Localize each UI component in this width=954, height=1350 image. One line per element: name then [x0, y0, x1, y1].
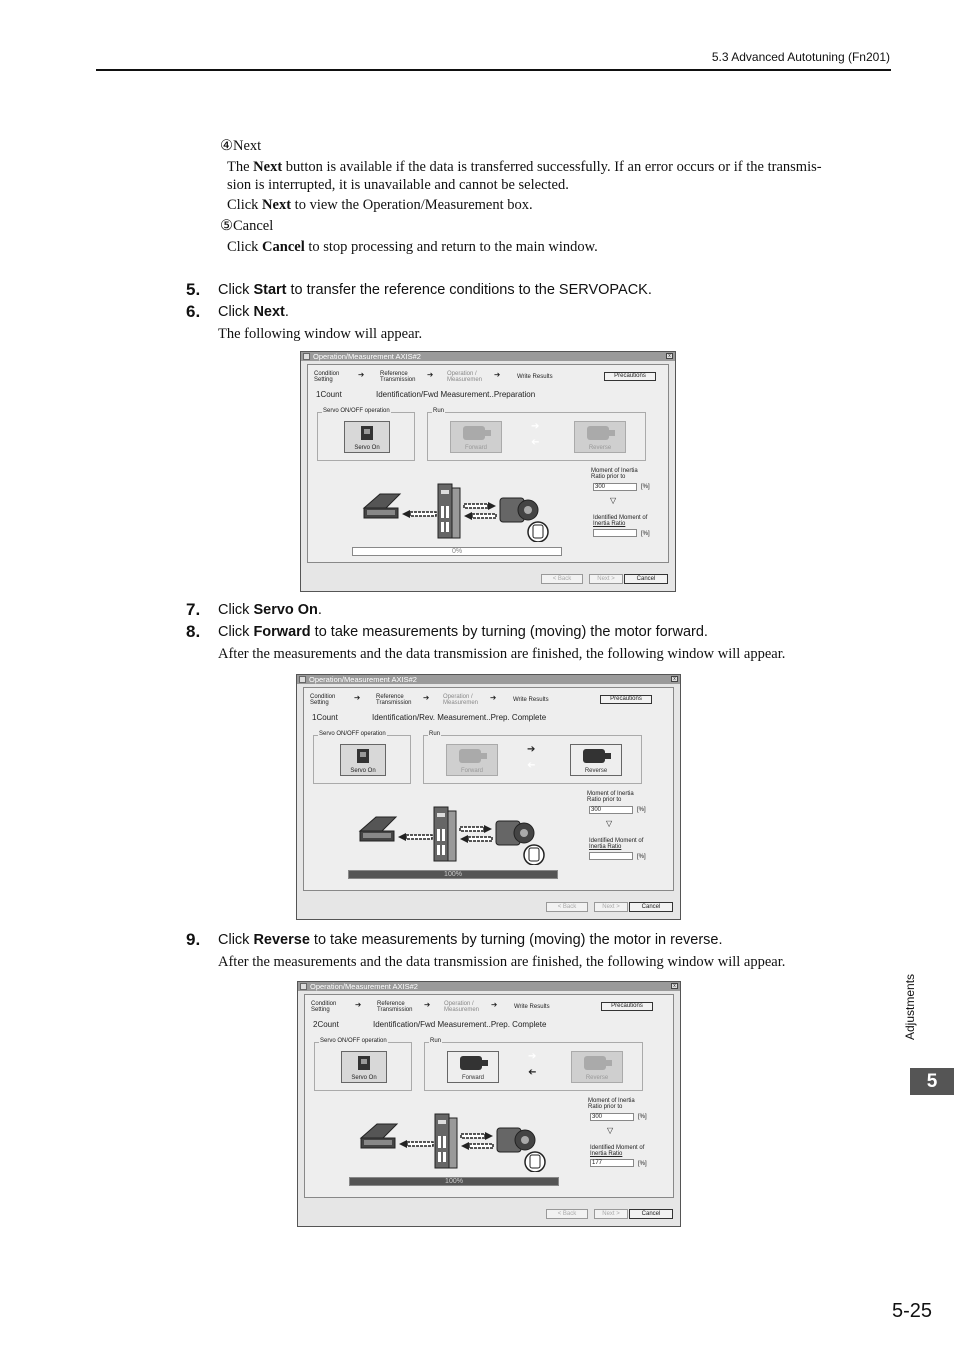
step-8-number: 8.: [186, 622, 201, 641]
close-icon[interactable]: x: [671, 983, 678, 989]
system-diagram: [358, 470, 558, 542]
arrow-left-icon: ➔: [531, 437, 540, 448]
servo-switch-icon: [345, 422, 389, 444]
nav-arrow-icon: ➔: [490, 693, 497, 702]
data-arrows-right-icon: [464, 502, 496, 520]
servo-onoff-group: Servo ON/OFF operation Servo On: [317, 412, 415, 461]
nav-operation-measurement: Operation / Measuremen: [447, 371, 483, 383]
precautions-button[interactable]: Precautions: [601, 1002, 653, 1011]
step-7-number: 7.: [186, 600, 201, 619]
cancel-button[interactable]: Cancel: [629, 1209, 673, 1219]
nav-write-results: Write Results: [513, 697, 549, 703]
nav-arrow-icon: ➔: [355, 1000, 362, 1009]
nav-arrow-icon: ➔: [354, 693, 361, 702]
nav-write-results: Write Results: [517, 374, 553, 380]
servo-switch-icon: [341, 745, 385, 767]
identified-value-field[interactable]: [589, 852, 633, 860]
step-8-note: After the measurements and the data transmission are finished, the following window will appear.: [218, 646, 786, 662]
identified-label: Identified Moment of Inertia Ratio: [589, 838, 644, 850]
app-icon: [299, 676, 306, 683]
servomotor-icon: [496, 821, 534, 845]
arrow-right-icon: ➔: [531, 421, 540, 432]
nav-condition-setting: Condition Setting: [310, 694, 336, 706]
moment-value-field[interactable]: 300: [590, 1113, 634, 1121]
step-5-number: 5.: [186, 280, 201, 299]
status-label: Identification/Fwd Measurement..Preparation: [376, 390, 536, 399]
side-tab-label: Adjustments: [903, 973, 917, 1040]
window-body: [303, 687, 674, 891]
step-5-text: Click Start to transfer the reference conditions to the SERVOPACK.: [218, 282, 652, 298]
arrow-left-icon: ➔: [527, 760, 536, 771]
servo-onoff-group: Servo ON/OFF operation Servo On: [313, 735, 411, 784]
nav-reference-transmission: Reference Transmission: [377, 1001, 413, 1013]
stop-hand-icon: [525, 1152, 545, 1172]
down-arrow-icon: ▽: [610, 496, 617, 505]
count-label: 1Count: [312, 713, 338, 722]
forward-button[interactable]: Forward: [447, 1051, 499, 1083]
count-label: 2Count: [313, 1020, 339, 1029]
window-body: [307, 364, 669, 563]
back-button[interactable]: < Back: [541, 574, 583, 584]
precautions-button[interactable]: Precautions: [604, 372, 656, 381]
back-button[interactable]: < Back: [546, 1209, 588, 1219]
nav-arrow-icon: ➔: [494, 370, 501, 379]
identified-unit: [%]: [637, 854, 646, 860]
arrow-right-icon: ➔: [527, 744, 536, 755]
stop-hand-icon: [528, 522, 548, 542]
system-diagram: [354, 793, 554, 865]
moment-value-field[interactable]: 300: [589, 806, 633, 814]
moment-label: Moment of Inertia Ratio prior to: [591, 468, 638, 480]
data-arrows-left-icon: [399, 1140, 433, 1148]
nav-condition-setting: Condition Setting: [311, 1001, 337, 1013]
progress-text: 100%: [444, 871, 462, 878]
step-6-note: The following window will appear.: [218, 326, 423, 342]
motor-icon: [575, 422, 625, 444]
identified-unit: [%]: [638, 1161, 647, 1167]
forward-button[interactable]: Forward: [446, 744, 498, 776]
down-arrow-icon: ▽: [607, 1126, 614, 1135]
arrow-right-icon: ➔: [528, 1051, 537, 1062]
cancel-heading: ⑤Cancel: [220, 218, 274, 234]
data-arrows-left-icon: [402, 510, 436, 518]
servopack-icon: [434, 807, 456, 861]
identified-value-field[interactable]: [593, 529, 637, 537]
window-titlebar: Operation/Measurement AXIS#2 x: [298, 982, 680, 991]
back-button[interactable]: < Back: [546, 902, 588, 912]
cancel-button[interactable]: Cancel: [629, 902, 673, 912]
running-header: 5.3 Advanced Autotuning (Fn201): [711, 50, 890, 64]
next-button[interactable]: Next >: [594, 1209, 628, 1219]
nav-arrow-icon: ➔: [423, 693, 430, 702]
step-9-number: 9.: [186, 930, 201, 949]
moment-label: Moment of Inertia Ratio prior to: [588, 1098, 635, 1110]
servomotor-icon: [497, 1128, 535, 1152]
data-arrows-left-icon: [398, 833, 432, 841]
servo-switch-icon: [342, 1052, 386, 1074]
run-group: Run Forward ➔ ➔ Reverse: [424, 1042, 643, 1091]
down-arrow-icon: ▽: [606, 819, 613, 828]
servo-onoff-group: Servo ON/OFF operation Servo On: [314, 1042, 412, 1091]
step-7-text: Click Servo On.: [218, 602, 322, 618]
data-arrows-right-icon: [460, 825, 492, 843]
servo-on-button[interactable]: Servo On: [341, 1051, 387, 1083]
forward-button[interactable]: Forward: [450, 421, 502, 453]
close-icon[interactable]: x: [671, 676, 678, 682]
motor-icon: [571, 745, 621, 767]
status-label: Identification/Fwd Measurement..Prep. Complete: [373, 1020, 547, 1029]
laptop-icon: [364, 494, 400, 518]
close-icon[interactable]: x: [666, 353, 673, 359]
operation-measurement-window-3: [297, 981, 681, 1227]
app-icon: [303, 353, 310, 360]
nav-arrow-icon: ➔: [491, 1000, 498, 1009]
progress-text: 100%: [445, 1178, 463, 1185]
status-label: Identification/Rev. Measurement..Prep. Complete: [372, 713, 547, 722]
moment-label: Moment of Inertia Ratio prior to: [587, 791, 634, 803]
step-6-text: Click Next.: [218, 304, 289, 320]
stop-hand-icon: [524, 845, 544, 865]
window-titlebar: Operation/Measurement AXIS#2 x: [297, 675, 680, 684]
servomotor-icon: [500, 498, 538, 522]
servo-on-button[interactable]: Servo On: [344, 421, 390, 453]
run-group: Run Forward ➔ ➔ Reverse: [427, 412, 646, 461]
cancel-button[interactable]: Cancel: [624, 574, 668, 584]
window-body: [304, 994, 674, 1198]
motor-icon: [451, 422, 501, 444]
operation-measurement-window-2: [296, 674, 681, 920]
moment-unit: [%]: [637, 807, 646, 813]
run-group: Run Forward ➔ ➔ Reverse: [423, 735, 642, 784]
moment-value-field[interactable]: 300: [593, 483, 637, 491]
nav-operation-measurement: Operation / Measuremen: [443, 694, 479, 706]
progress-text: 0%: [451, 548, 463, 555]
moment-unit: [%]: [638, 1114, 647, 1120]
nav-arrow-icon: ➔: [424, 1000, 431, 1009]
motor-icon: [572, 1052, 622, 1074]
nav-reference-transmission: Reference Transmission: [380, 371, 416, 383]
nav-condition-setting: Condition Setting: [314, 371, 340, 383]
progress-bar: [352, 547, 562, 556]
chapter-tab: 5: [910, 1068, 954, 1095]
reverse-button[interactable]: Reverse: [574, 421, 626, 453]
operation-measurement-window-1: [300, 351, 676, 592]
progress-bar: [349, 1177, 559, 1186]
nav-arrow-icon: ➔: [427, 370, 434, 379]
precautions-button[interactable]: Precautions: [600, 695, 652, 704]
next-button[interactable]: Next >: [589, 574, 623, 584]
identified-label: Identified Moment of Inertia Ratio: [593, 515, 648, 527]
moment-unit: [%]: [641, 484, 650, 490]
next-paragraph-2: Click Next to view the Operation/Measurement box.: [227, 197, 533, 213]
arrow-left-icon: ➔: [528, 1067, 537, 1078]
cancel-paragraph: Click Cancel to stop processing and return to the main window.: [227, 239, 598, 255]
servopack-icon: [435, 1114, 457, 1168]
nav-arrow-icon: ➔: [358, 370, 365, 379]
reverse-button[interactable]: Reverse: [571, 1051, 623, 1083]
header-rule: [96, 69, 891, 71]
step-9-note: After the measurements and the data transmission are finished, the following window will appear.: [218, 954, 786, 970]
data-arrows-right-icon: [461, 1132, 493, 1150]
servo-on-button[interactable]: Servo On: [340, 744, 386, 776]
nav-reference-transmission: Reference Transmission: [376, 694, 412, 706]
identified-value-field[interactable]: 177: [590, 1159, 634, 1167]
count-label: 1Count: [316, 390, 342, 399]
nav-write-results: Write Results: [514, 1004, 550, 1010]
next-heading: ④Next: [220, 138, 262, 154]
motor-icon: [448, 1052, 498, 1074]
reverse-button[interactable]: Reverse: [570, 744, 622, 776]
step-9-text: Click Reverse to take measurements by turning (moving) the motor in reverse.: [218, 932, 723, 948]
window-titlebar: Operation/Measurement AXIS#2 x: [301, 352, 675, 361]
app-icon: [300, 983, 307, 990]
progress-bar: [348, 870, 558, 879]
next-button[interactable]: Next >: [594, 902, 628, 912]
motor-icon: [447, 745, 497, 767]
nav-operation-measurement: Operation / Measuremen: [444, 1001, 480, 1013]
servopack-icon: [438, 484, 460, 538]
laptop-icon: [360, 817, 396, 841]
next-paragraph-1: The Next button is available if the data is transferred successfully. If an error occurs or if the transmis- sion is interrupted, it is unavailable and cannot be selected.: [227, 159, 822, 193]
system-diagram: [355, 1100, 555, 1172]
identified-label: Identified Moment of Inertia Ratio: [590, 1145, 645, 1157]
identified-unit: [%]: [641, 531, 650, 537]
step-8-text: Click Forward to take measurements by turning (moving) the motor forward.: [218, 624, 708, 640]
laptop-icon: [361, 1124, 397, 1148]
page-number: 5-25: [891, 1300, 932, 1322]
step-6-number: 6.: [186, 302, 201, 321]
